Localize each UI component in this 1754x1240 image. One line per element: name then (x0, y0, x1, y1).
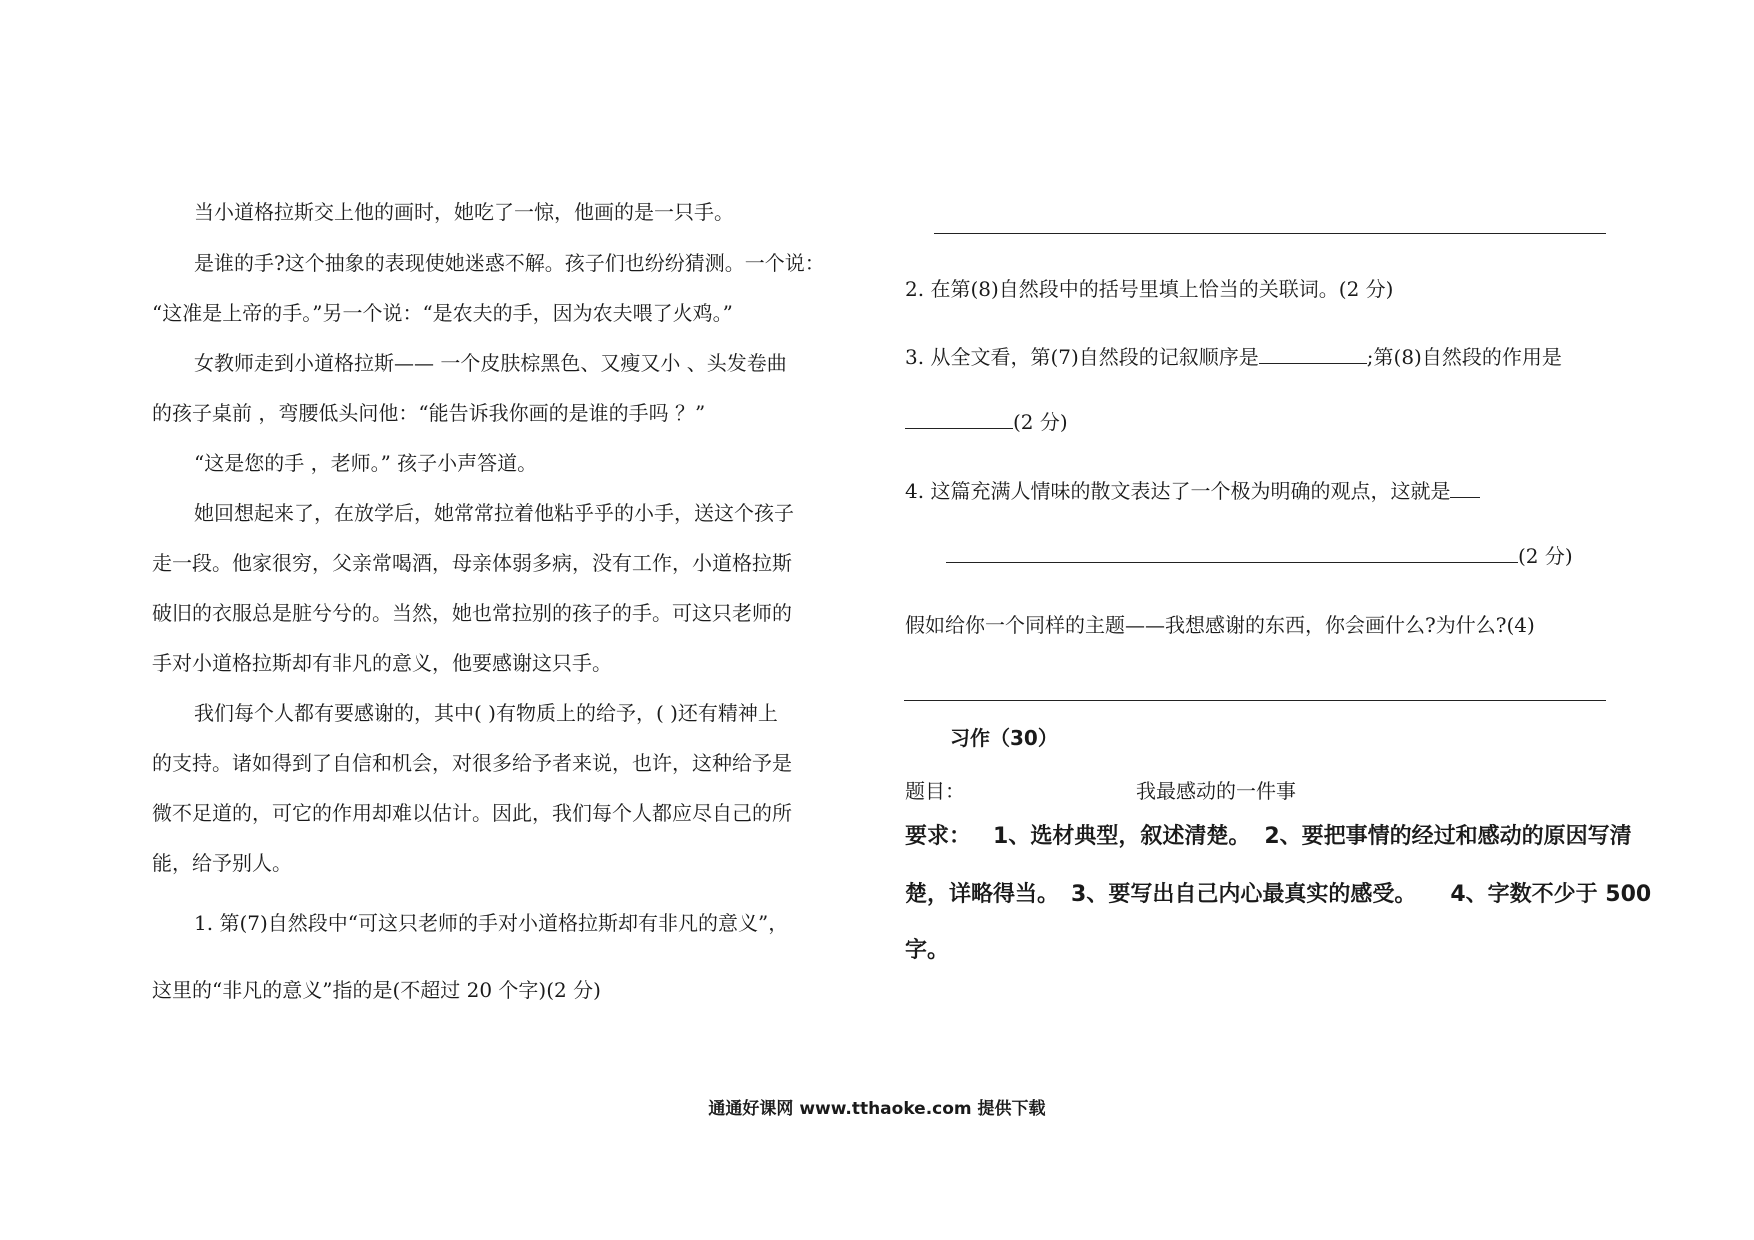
question-4-line-1 (905, 478, 1480, 504)
para-3-line-2: 的孩子桌前 ，弯腰低头问他：“能告诉我你画的是谁的手吗 ？” (152, 401, 706, 425)
para-3-line-1: 女教师走到小道格拉斯—— 一个皮肤棕黑色、又瘦又小 、头发卷曲 (194, 351, 787, 375)
requirement-2: 2、要把事情的经过和感动的原因写清 (1264, 824, 1632, 849)
footer-source[interactable]: 通通好课网 www.tthaoke.com 提供下载 (708, 1099, 1046, 1119)
para-1-line-1: 当小道格拉斯交上他的画时，她吃了一惊，他画的是一只手。 (194, 200, 734, 224)
question-3-line-2 (905, 409, 1068, 435)
requirements-line-2 (905, 882, 1651, 908)
para-6-line-4: 能，给予别人。 (152, 851, 292, 875)
answer-blank-q4[interactable] (946, 544, 1518, 563)
question-2: 2. 在第(8)自然段中的括号里填上恰当的关联词。(2 分) (905, 277, 1394, 301)
para-2-line-1: 是谁的手?这个抽象的表现使她迷惑不解。孩子们也纷纷猜测。一个说： (194, 251, 825, 275)
question-3-text-a: 3. 从全文看，第(7)自然段的记叙顺序是 (905, 345, 1259, 369)
question-1-line-1: 1. 第(7)自然段中“可这只老师的手对小道格拉斯却有非凡的意义”， (194, 911, 789, 935)
question-5: 假如给你一个同样的主题——我想感谢的东西，你会画什么?为什么?(4) (905, 613, 1535, 637)
requirement-4: 4、字数不少于 500 (1450, 882, 1652, 907)
answer-blank-q4-start[interactable] (1450, 479, 1480, 498)
para-5-line-2: 走一段。他家很穷，父亲常喝酒，母亲体弱多病，没有工作，小道格拉斯 (152, 551, 792, 575)
answer-line-q1[interactable] (934, 233, 1606, 234)
answer-blank-q3-role[interactable] (905, 410, 1013, 429)
para-6-line-2: 的支持。诸如得到了自信和机会，对很多给予者来说，也许，这种给予是 (152, 751, 792, 775)
question-3-text-b: ;第(8)自然段的作用是 (1366, 345, 1562, 369)
requirements-line-1 (905, 824, 1632, 850)
requirement-4-cont: 字。 (905, 938, 950, 963)
para-5-line-3: 破旧的衣服总是脏兮兮的。当然，她也常拉别的孩子的手。可这只老师的 (152, 601, 792, 625)
topic-title: 我最感动的一件事 (1136, 779, 1296, 803)
para-4-line-1: “这是您的手 ，老师。” 孩子小声答道。 (194, 451, 538, 475)
composition-heading: 习作（30） (950, 726, 1058, 750)
answer-line-q5[interactable] (904, 700, 1606, 701)
question-1-line-2: 这里的“非凡的意义”指的是(不超过 20 个字)(2 分) (152, 978, 601, 1002)
requirement-1: 1、选材典型，叙述清楚。 (993, 824, 1251, 849)
topic-label: 题目： (905, 779, 965, 803)
question-3-line-1 (905, 344, 1562, 370)
para-2-line-2: “这准是上帝的手。”另一个说：“是农夫的手，因为农夫喂了火鸡。” (152, 301, 733, 325)
question-4-points: (2 分) (1518, 544, 1573, 568)
requirement-2-cont: 楚，详略得当。 (905, 882, 1060, 907)
para-5-line-4: 手对小道格拉斯却有非凡的意义，他要感谢这只手。 (152, 651, 612, 675)
question-4-text: 4. 这篇充满人情味的散文表达了一个极为明确的观点，这就是 (905, 479, 1451, 503)
question-3-points: (2 分) (1013, 410, 1068, 434)
requirement-3: 3、要写出自己内心最真实的感受。 (1071, 882, 1417, 907)
para-5-line-1: 她回想起来了，在放学后，她常常拉着他粘乎乎的小手，送这个孩子 (194, 501, 794, 525)
question-4-line-2 (946, 543, 1573, 569)
para-6-line-1: 我们每个人都有要感谢的，其中( )有物质上的给予，( )还有精神上 (194, 701, 778, 725)
para-6-line-3: 微不足道的，可它的作用却难以估计。因此，我们每个人都应尽自己的所 (152, 801, 792, 825)
answer-blank-q3-order[interactable] (1259, 345, 1367, 364)
requirements-label: 要求： (905, 824, 972, 849)
